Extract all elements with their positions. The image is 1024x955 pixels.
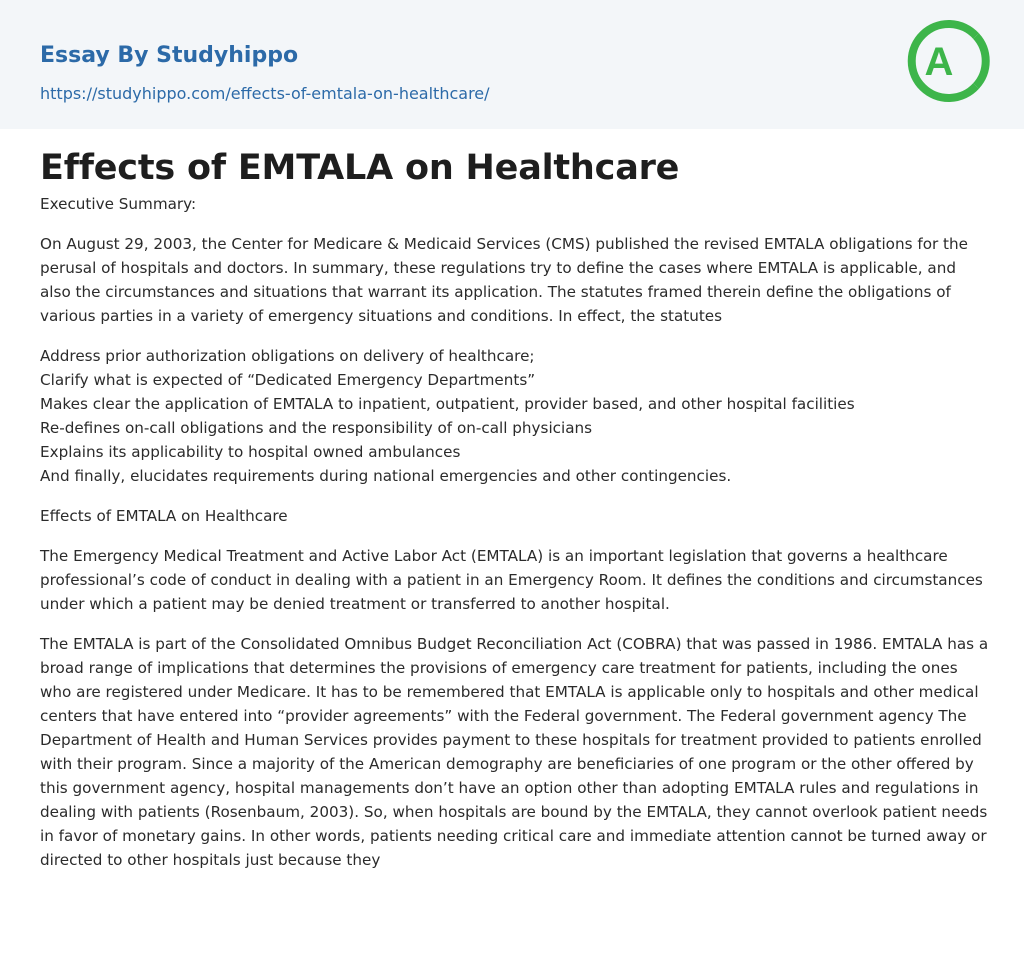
- article-body: [40, 144, 990, 888]
- statutes-list: [40, 344, 990, 488]
- executive-summary-label: Executive Summary:: [40, 195, 197, 213]
- list-item: Clarify what is expected of “Dedicated Emergency Departments”: [40, 371, 536, 389]
- page-title: Effects of EMTALA on Healthcare: [40, 148, 680, 188]
- site-header: [0, 0, 1024, 129]
- list-item: Explains its applicability to hospital owned ambulances: [40, 443, 461, 461]
- list-item: Makes clear the application of EMTALA to inpatient, outpatient, provider based, and other hospital facilities: [40, 395, 855, 413]
- brand-title[interactable]: Essay By Studyhippo: [40, 43, 299, 68]
- paragraph-intro: On August 29, 2003, the Center for Medicare & Medicaid Services (CMS) published the revised EMTALA obligations for the perusal of hospitals and doctors. In summary, these regulations try to define the cases where EMTALA is applicable, and also the circumstances and situations that warrant its application. The statutes framed therein define the obligations of various parties in a variety of emergency situations and conditions. In effect, the statutes: [40, 235, 968, 325]
- studyhippo-logo-icon[interactable]: [902, 16, 992, 106]
- section-heading: Effects of EMTALA on Healthcare: [40, 507, 288, 525]
- paragraph-emtala-definition: The Emergency Medical Treatment and Active Labor Act (EMTALA) is an important legislation that governs a healthcare professional’s code of conduct in dealing with a patient in an Emergency Room. It defines the conditions and circumstances under which a patient may be denied treatment or transferred to another hospital.: [40, 547, 983, 613]
- essay-url-link[interactable]: https://studyhippo.com/effects-of-emtala-on-healthcare/: [40, 84, 490, 103]
- list-item: Address prior authorization obligations on delivery of healthcare;: [40, 347, 535, 365]
- paragraph-emtala-cobra: The EMTALA is part of the Consolidated Omnibus Budget Reconciliation Act (COBRA) that was passed in 1986. EMTALA has a broad range of implications that determines the provisions of emergency care treatment for patients, including the ones who are registered under Medicare. It has to be remembered that EMTALA is applicable only to hospitals and other medical centers that have entered into “provider agreements” with the Federal government. The Federal government agency The Department of Health and Human Services provides payment to these hospitals for treatment provided to patients enrolled with their program. Since a majority of the American demography are beneficiaries of one program or the other offered by this government agency, hospital managements don’t have an option other than adopting EMTALA rules and regulations in dealing with patients (Rosenbaum, 2003). So, when hospitals are bound by the EMTALA, they cannot overlook patient needs in favor of monetary gains. In other words, patients needing critical care and immediate attention cannot be turned away or directed to other hospitals just because they: [40, 635, 989, 869]
- list-item: Re-defines on-call obligations and the responsibility of on-call physicians: [40, 419, 593, 437]
- list-item: And finally, elucidates requirements during national emergencies and other contingencies.: [40, 467, 732, 485]
- logo-letter: A: [924, 40, 954, 84]
